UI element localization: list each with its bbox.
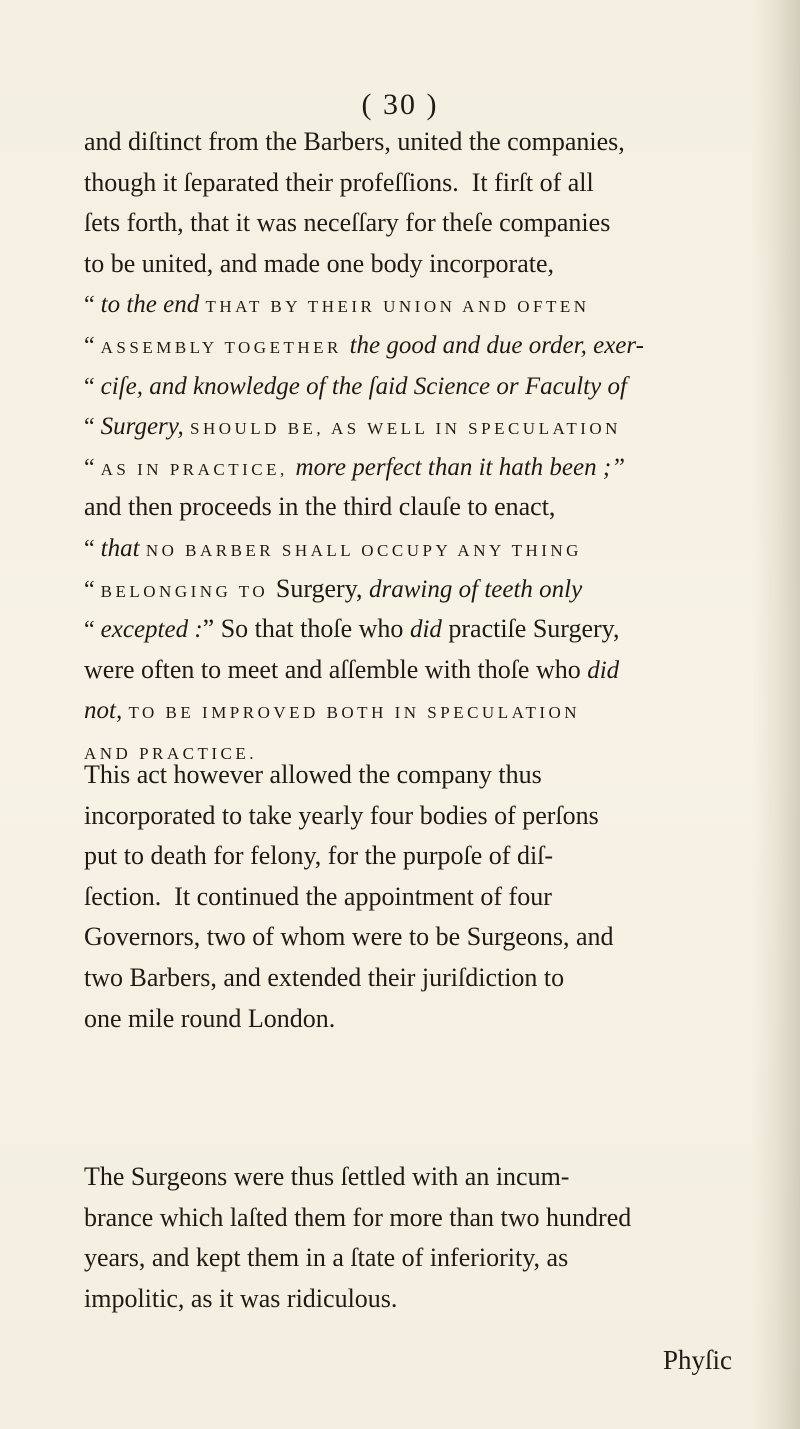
- text-run: incorporated to take yearly four bodies of perſons: [84, 800, 599, 830]
- text-line: [84, 326, 724, 364]
- text-run: ſection. It continued the appointment of four: [84, 881, 552, 911]
- text-run: “: [84, 373, 101, 400]
- catchword: Phyſic: [662, 1345, 732, 1375]
- text-run: more perfect than it hath been ;”: [295, 453, 626, 481]
- text-line: [84, 245, 724, 283]
- text-run: drawing of teeth only: [369, 575, 583, 603]
- text-run: Surgery,: [275, 573, 370, 603]
- text-line: [84, 797, 724, 835]
- text-run: “: [84, 576, 101, 603]
- text-run: did: [587, 656, 620, 684]
- text-line: [84, 407, 724, 445]
- text-run: “: [84, 292, 101, 319]
- text-run: put to death for felony, for the purpoſe of diſ-: [84, 841, 554, 871]
- text-run: not,: [84, 697, 129, 725]
- text-line: [84, 959, 724, 997]
- text-run: to be united, and made one body incorporate,: [84, 248, 555, 278]
- text-run: Governors, two of whom were to be Surgeons, and: [84, 922, 614, 952]
- text-run: ” So that thoſe who: [202, 614, 410, 644]
- text-run: TO BE IMPROVED BOTH IN SPECULATION: [128, 703, 581, 723]
- text-line: [84, 204, 724, 242]
- text-run: “: [84, 536, 101, 562]
- text-run: to the end: [100, 291, 206, 319]
- text-run: The Surgeons were thus ſettled with an incum-: [84, 1162, 570, 1191]
- text-run: “: [84, 617, 101, 644]
- text-line: [84, 756, 724, 794]
- text-run: Surgery,: [100, 413, 190, 441]
- text-run: that: [100, 535, 146, 562]
- text-line: [84, 1280, 724, 1318]
- text-line: [84, 448, 724, 486]
- text-line: [84, 285, 724, 323]
- text-run: BELONGING TO: [100, 581, 276, 601]
- text-run: did: [409, 616, 442, 644]
- text-run: NO BARBER SHALL OCCUPY ANY THING: [145, 541, 582, 560]
- text-run: practiſe Surgery,: [441, 614, 620, 644]
- text-line: [84, 529, 724, 567]
- text-line: [84, 1000, 724, 1038]
- text-run: one mile round London.: [84, 1003, 336, 1033]
- text-run: ciſe, and knowledge of the ſaid Science or Faculty of: [100, 372, 627, 400]
- text-line: [84, 610, 724, 648]
- text-run: “: [84, 454, 101, 481]
- text-line: [84, 123, 724, 161]
- text-run: ſets forth, that it was neceſſary for theſe companies: [84, 208, 611, 238]
- text-line: [84, 878, 724, 916]
- text-line: [84, 1199, 724, 1237]
- text-run: AS IN PRACTICE,: [100, 459, 296, 479]
- text-run: were often to meet and aſſemble with thoſe who: [84, 654, 588, 684]
- text-run: ASSEMBLY TOGETHER: [100, 338, 350, 357]
- text-run: and diſtinct from the Barbers, united the companies,: [84, 127, 625, 156]
- text-run: brance which laſted them for more than two hundred: [84, 1202, 632, 1232]
- text-run: SHOULD BE, AS WELL IN SPECULATION: [190, 419, 621, 439]
- text-run: two Barbers, and extended their juriſdiction to: [84, 963, 565, 992]
- text-line: [84, 164, 724, 202]
- text-run: the good and due order, exer-: [349, 332, 644, 359]
- text-run: AND PRACTICE.: [84, 744, 258, 763]
- text-run: This act however allowed the company thus: [84, 760, 542, 789]
- page-number: ( 30 ): [361, 88, 439, 121]
- text-line: [84, 691, 724, 729]
- text-line: [84, 367, 724, 405]
- text-run: THAT BY THEIR UNION AND OFTEN: [205, 297, 590, 317]
- text-run: years, and kept them in a ſtate of inferiority, as: [84, 1243, 569, 1273]
- text-run: though it ſeparated their profeſſions. It firſt of all: [84, 167, 594, 197]
- text-line: [84, 837, 724, 875]
- text-line: [84, 918, 724, 956]
- text-run: impolitic, as it was ridiculous.: [84, 1283, 398, 1313]
- text-line: [84, 570, 724, 608]
- text-line: [84, 1239, 724, 1277]
- text-run: “: [84, 414, 101, 441]
- text-run: and then proceeds in the third clauſe to enact,: [84, 492, 556, 522]
- text-run: excepted :: [100, 616, 203, 644]
- text-run: “: [84, 333, 101, 359]
- text-line: [84, 488, 724, 526]
- text-line: [84, 1158, 724, 1196]
- text-line: [84, 651, 724, 689]
